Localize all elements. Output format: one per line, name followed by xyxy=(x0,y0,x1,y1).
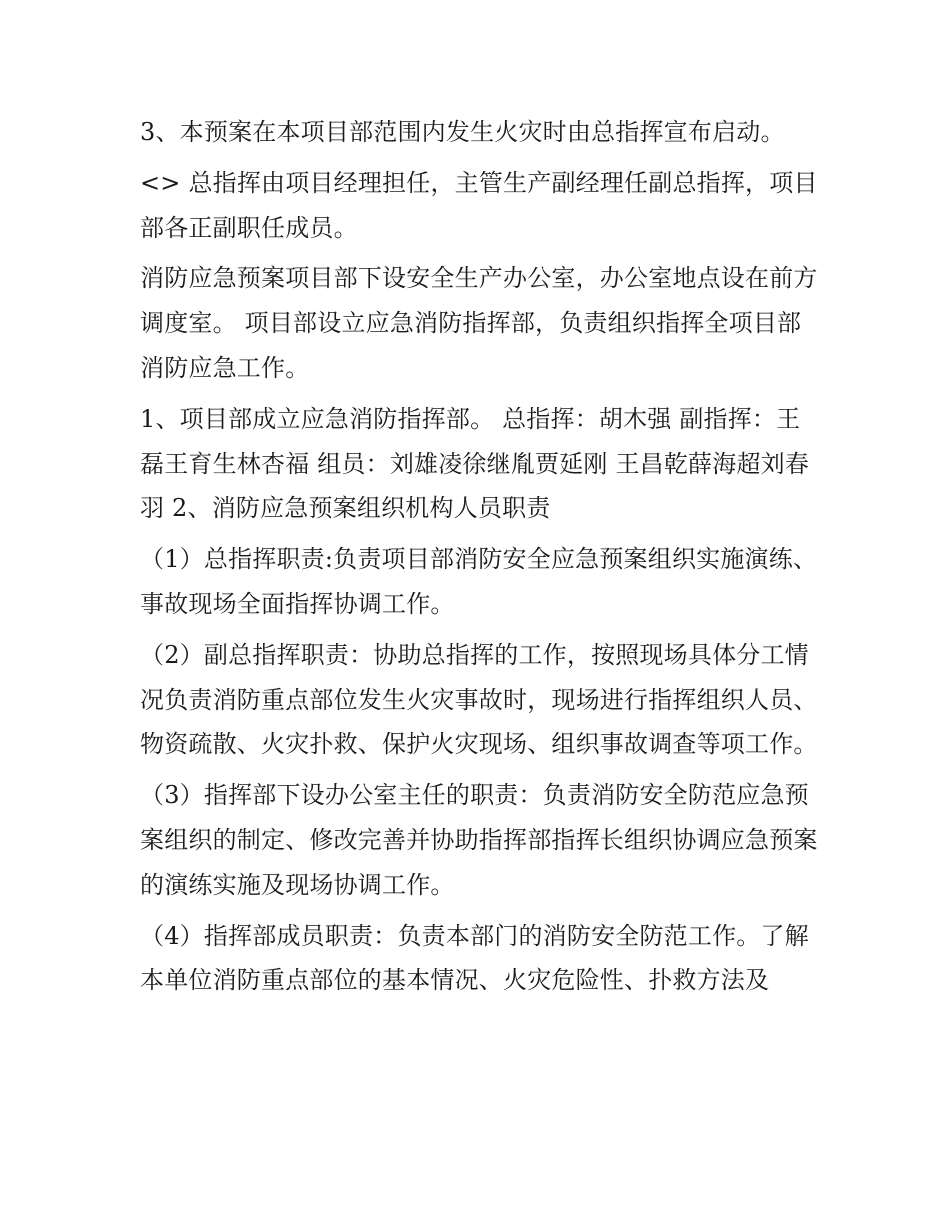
paragraph-duty-members: （4）指挥部成员职责：负责本部门的消防安全防范工作。了解本单位消防重点部位的基本情况、火灾危险性、扑救方法及 xyxy=(140,921,809,995)
paragraph-duty-office-director: （3）指挥部下设办公室主任的职责：负责消防安全防范应急预案组织的制定、修改完善并协助指挥部指挥长组织协调应急预案的演练实施及现场协调工作。 xyxy=(140,781,818,899)
paragraph-duty-deputy-commander: （2）副总指挥职责：协助总指挥的工作，按照现场具体分工情况负责消防重点部位发生火灾事故时，现场进行指挥组织人员、物资疏散、火灾扑救、保护火灾现场、组织事故调查等项工作。 xyxy=(140,640,818,759)
paragraph-duty-commander: （1）总指挥职责:负责项目部消防安全应急预案组织实施演练、事故现场全面指挥协调工作。 xyxy=(140,545,818,618)
document-body xyxy=(140,110,820,1003)
paragraph-command-members: 1、项目部成立应急消防指挥部。 总指挥：胡木强 副指挥：王磊王育生林杏福 组员：刘雄凌徐继胤贾延刚 王昌乾薛海超刘春羽 2、消防应急预案组织机构人员职责 xyxy=(140,404,810,523)
paragraph-safety-office: 消防应急预案项目部下设安全生产办公室，办公室地点设在前方调度室。 项目部设立应急消防指挥部，负责组织指挥全项目部消防应急工作。 xyxy=(140,264,818,382)
paragraph-activation: 3、本预案在本项目部范围内发生火灾时由总指挥宣布启动。 xyxy=(140,118,785,146)
paragraph-commander-assignment: <> 总指挥由项目经理担任，主管生产副经理任副总指挥，项目部各正副职任成员。 xyxy=(140,168,818,242)
